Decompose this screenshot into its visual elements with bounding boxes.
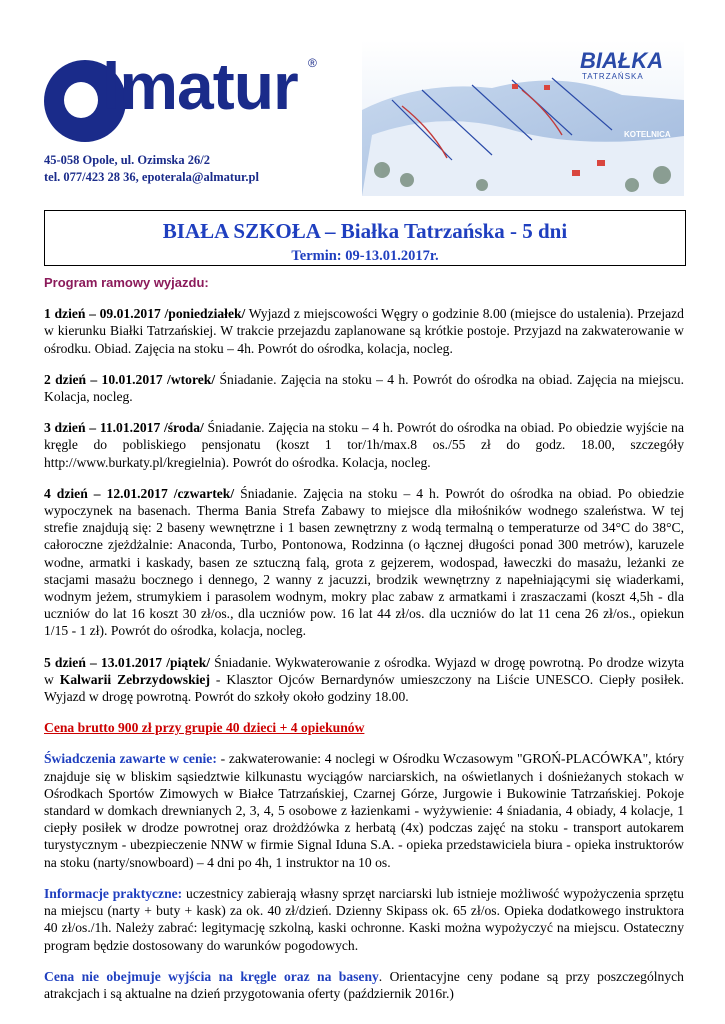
included-text: - zakwaterowanie: 4 noclegi w Ośrodku Wczasowym "GROŃ-PLACÓWKA", który znajduje się w bliskim sąsiedztwie kilkunastu wyciągów narciarskich, na oświetlanych i dośnieżanych stokach w Ośrodkach Sportów Zimowych w Białce Tatrzańskiej, Czarnej Górze, Jurgowie i Bukowinie Tatrzańskiej. Pokoje standard w domkach drewnianych 2, 3, 4, 5 osobowe z łazienkami - wyżywienie: 4 śniadania, 4 obiady, 4 kolacje, 1 ciepły posiłek w drodze powrotnej oraz drożdżówka z herbatą (4x) podczas zajęć na stoku - transport autokarem turystycznym - ubezpieczenie NNW w firmie Signal Iduna S.A. - opieka przedstawiciela biura - opieka instruktorów na stoku (narty/snowboard) – 4 dni po 4h, 1 instruktor na 10 os. <box>44 751 684 870</box>
day-label: 5 dzień – 13.01.2017 /piątek/ <box>44 654 211 670</box>
included-label: Świadczenia zawarte w cenie: <box>44 751 217 767</box>
title-box <box>44 210 686 266</box>
price-exclusions <box>44 968 684 1002</box>
day-3 <box>44 419 684 471</box>
day-text: Wyjazd z miejscowości Węgry o godzinie 8.00 (miejsce do ustalenia). Przejazd w kierunku Białki Tatrzańskiej. W trakcie przejazdu zaplanowane są krótkie postoje. Przyjazd na zakwaterowanie w ośrodku. Obiad. Zajęcia na stoku – 4h. Powrót do ośrodka, kolacja, nocleg. <box>44 306 684 356</box>
day-label: 3 dzień – 11.01.2017 /środa/ <box>44 420 204 436</box>
day-label: 4 dzień – 12.01.2017 /czwartek/ <box>44 485 235 501</box>
address: 45-058 Opole, ul. Ozimska 26/2 <box>44 153 210 167</box>
day-4 <box>44 485 684 640</box>
map-brand: BIAŁKA <box>580 48 664 73</box>
day-text: Śniadanie. Zajęcia na stoku – 4 h. Powrót do ośrodka na obiad. Po obiedzie wypoczynek na basenach. Therma Bania Strefa Zabawy to miejsce dla miłośników wodnego szaleństwa. W tej strefie znajdują się: 2 baseny wewnętrzne i 1 basen zewnętrzny z wodą termalną o temperaturze od 34°C do 38°C, całoroczne zjeżdżalnie: Anaconda, Turbo, Pontonowa, Rodzinna (o łącznej długości ponad 300 metrów), karuzele wodne, armatki i kaskady, basen ze sztuczną falą, grota z gejzerem, wodospad, ławeczki do masażu, leżanki ze stacjami masażu bocznego i dennego, 2 wanny z jacuzzi, brodzik wewnętrzny z napełniającymi się wiaderkami, wodnym jeżem, strumykiem i parasolem wodnym, mokry plac zabaw z armatkami i zraszaczami (koszt 4,5h - dla uczniów do lat 16 koszt 30 zł/os., dla uczniów pow. 16 lat 44 zł/os. dla uczniów do lat 11 cena 26 zł/os., opiekun 1/15 - 1 zł). Powrót do ośrodka, kolacja, nocleg. <box>44 485 684 639</box>
almatur-logo <box>44 49 334 152</box>
price <box>44 719 684 736</box>
contact-info <box>44 152 259 186</box>
logo-wordmark: lmatur <box>102 49 298 123</box>
day-text: - Klasztor Ojców Bernardynów umieszczony na Liście UNESCO. Ciepły posiłek. Wyjazd w drogę powrotną. Powrót do szkoły około godziny 18.00. <box>44 671 684 705</box>
day-text: Śniadanie. Zajęcia na stoku – 4 h. Powrót do ośrodka na obiad. Zajęcia na miejscu. Kolacja, nocleg. <box>44 371 685 405</box>
program-heading: Program ramowy wyjazdu: <box>44 275 209 290</box>
map-brand-sub: TATRZAŃSKA <box>582 72 644 81</box>
practical-info <box>44 885 684 954</box>
day-label: 1 dzień – 09.01.2017 /poniedziałek/ <box>44 306 246 322</box>
day-label: 2 dzień – 10.01.2017 /wtorek/ <box>44 371 216 387</box>
registered-mark: ® <box>308 56 317 70</box>
term-dates: Termin: 09-13.01.2017r. <box>291 248 439 264</box>
page-title: BIAŁA SZKOŁA – Białka Tatrzańska - 5 dni <box>162 219 568 243</box>
included-services <box>44 750 684 870</box>
day-2 <box>44 371 684 405</box>
map-kotelnica-label: KOTELNICA <box>624 130 671 139</box>
price-text: Cena brutto 900 zł przy grupie 40 dzieci + 4 opiekunów <box>44 720 365 736</box>
excluded-text: . Orientacyjne ceny podane są przy poszczególnych atrakcjach i są aktualne na dzień przygotowania oferty (październik 2016r.) <box>44 968 684 1001</box>
day-text: Śniadanie. Zajęcia na stoku – 4 h. Powrót do ośrodka na obiad. Po obiedzie wyjście na kręgle do pobliskiego pensjonatu (koszt 1 tor/1h/max.8 os./55 zł do godz. 18.00, szczegóły http://www.burkaty.pl/kregielnia). Powrót do ośrodka. Kolacja, nocleg. <box>44 420 684 470</box>
ski-resort-map-image <box>362 40 684 196</box>
phone-email: tel. 077/423 28 36, epoterala@almatur.pl <box>44 170 259 184</box>
day-1 <box>44 305 684 357</box>
place-name: Kalwarii Zebrzydowskiej <box>59 671 210 687</box>
excluded-label: Cena nie obejmuje wyjścia na kręgle oraz na baseny <box>44 968 379 984</box>
practical-label: Informacje praktyczne: <box>44 885 183 901</box>
day-text: Śniadanie. Wykwaterowanie z ośrodka. Wyjazd w drogę powrotną. Po drodze wizyta w <box>44 654 684 687</box>
practical-text: uczestnicy zabierają własny sprzęt narciarski lub istnieje możliwość wypożyczenia sprzętu na miejscu (narty + buty + kask) za ok. 40 zł/dzień. Dzienny Skipass ok. 65 zł/os. Opieka dodatkowego instruktora 40 zł/os./1h. Należy zabrać: legitymację szkolną, kaski ochronne. Kaski można wypożyczyć na miejscu. Ostateczny program będzie dostosowany do warunków pogodowych. <box>44 885 684 953</box>
document-body <box>44 274 684 1016</box>
day-5 <box>44 654 684 706</box>
